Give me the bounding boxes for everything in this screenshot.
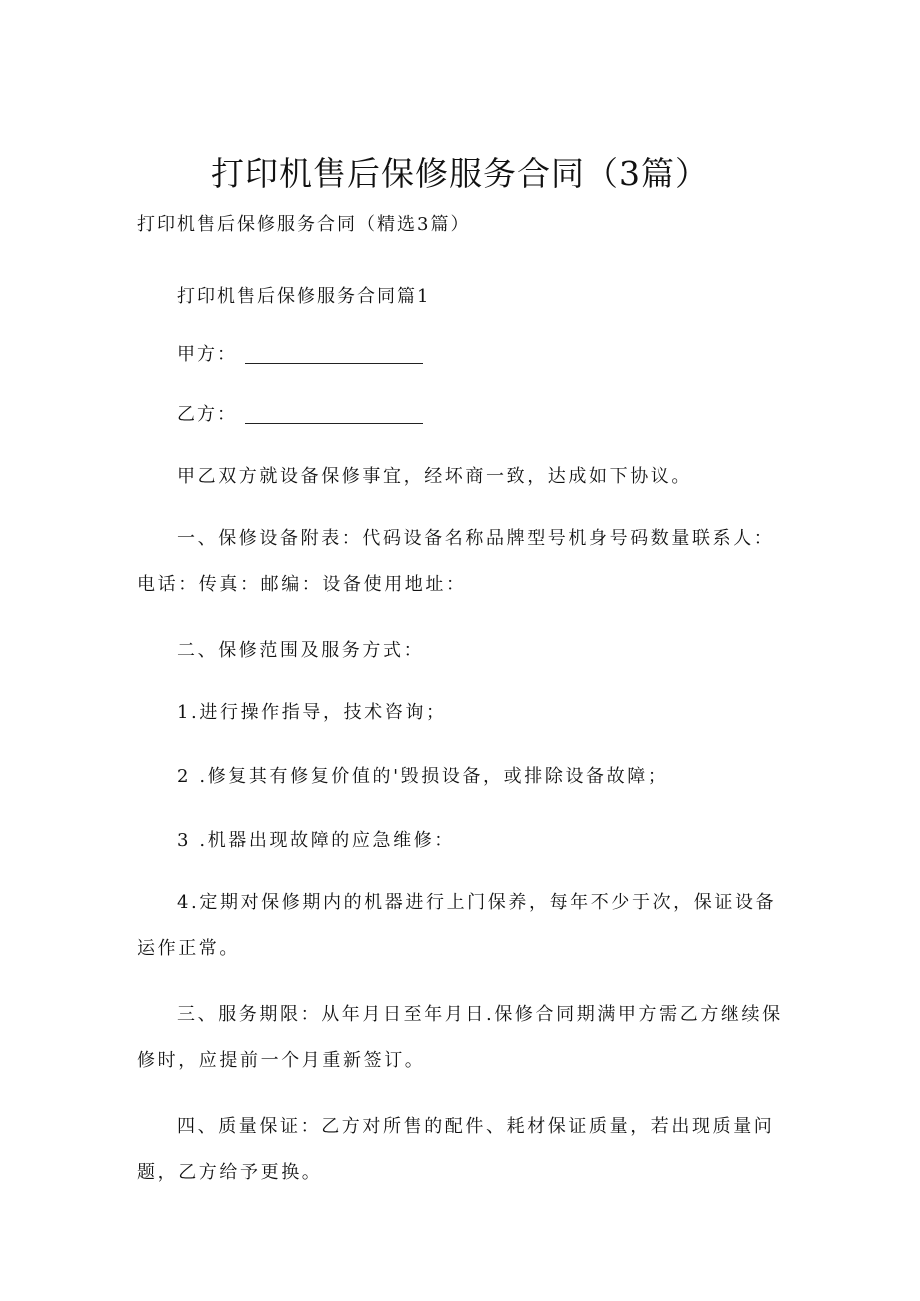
document-subtitle: 打印机售后保修服务合同（精选3篇）	[137, 214, 471, 235]
party-a-blank	[245, 343, 423, 364]
paragraph-item-4: 4.定期对保修期内的机器进行上门保养，每年不少于次，保证设备运作正常。	[137, 892, 777, 959]
paragraph-item-3: 3 .机器出现故障的应急维修：	[177, 830, 455, 851]
party-b-label: 乙方：	[177, 404, 237, 425]
party-b-line	[177, 400, 423, 430]
paragraph-item-1: 1.进行操作指导，技术咨询；	[177, 702, 447, 723]
document-title: 打印机售后保修服务合同（3篇）	[211, 154, 709, 193]
paragraph-agreement: 甲乙双方就设备保修事宜，经坏商一致，达成如下协议。	[177, 466, 692, 487]
party-a-label: 甲方：	[177, 344, 237, 365]
paragraph-clause-4: 四、质量保证：乙方对所售的配件、耗材保证质量，若出现质量问题，乙方给予更换。	[137, 1116, 775, 1183]
paragraph-clause-2: 二、保修范围及服务方式：	[177, 640, 425, 661]
party-b-blank	[245, 403, 423, 424]
paragraph-item-2: 2 .修复其有修复价值的'毁损设备，或排除设备故障；	[177, 766, 669, 787]
paragraph-clause-3: 三、服务期限：从年月日至年月日.保修合同期满甲方需乙方继续保修时，应提前一个月重新签订。	[137, 1004, 783, 1071]
paragraph-clause-1: 一、保修设备附表：代码设备名称品牌型号机身号码数量联系人：电话：传真：邮编：设备使用地址：	[137, 528, 775, 595]
section-heading: 打印机售后保修服务合同篇1	[177, 286, 431, 307]
party-a-line	[177, 340, 423, 370]
